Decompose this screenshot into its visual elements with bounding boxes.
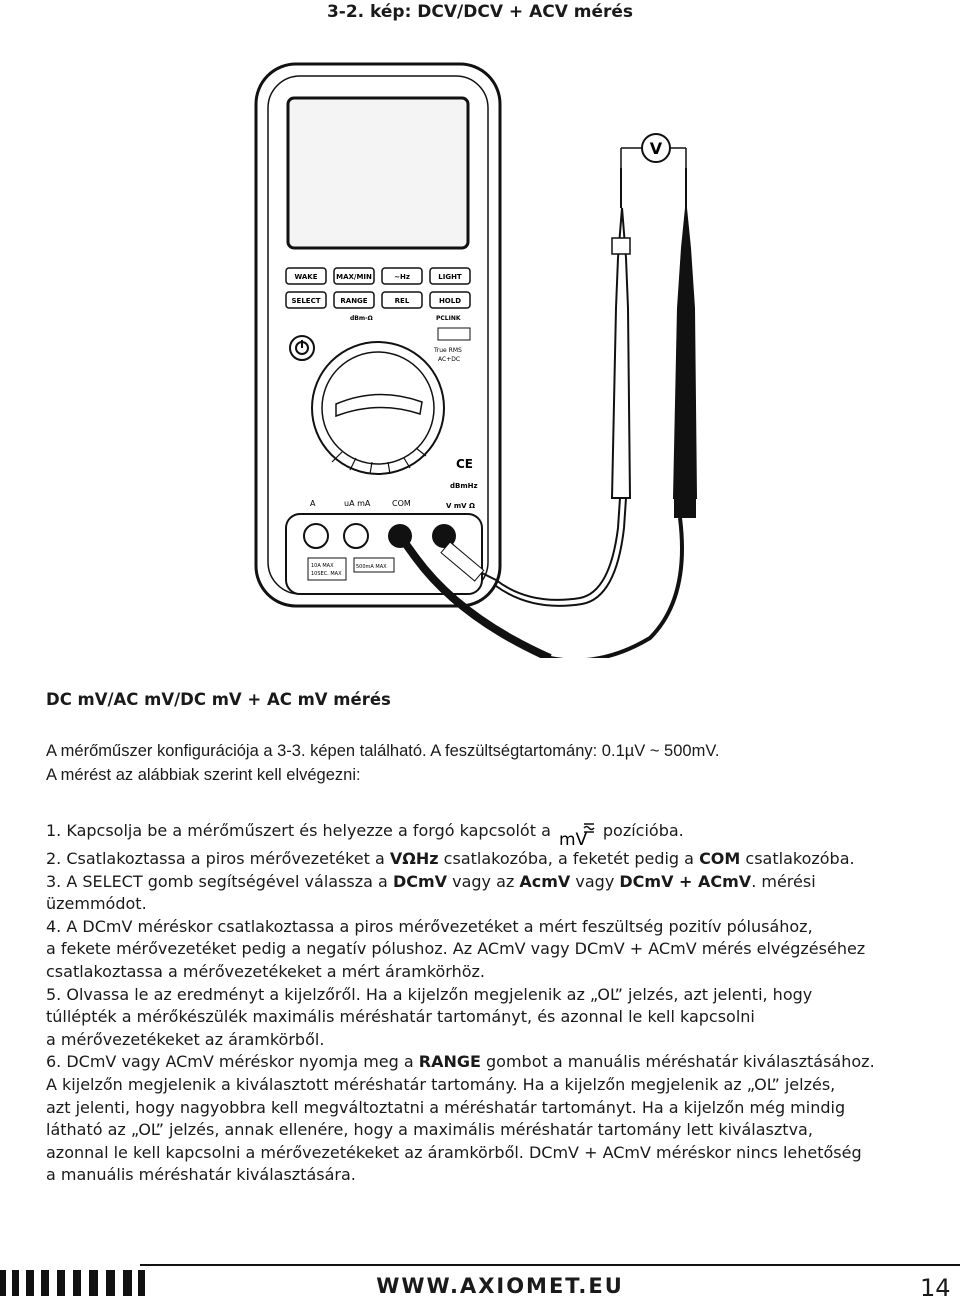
- step-6-line-4: látható az „OL” jelzés, annak ellenére, hogy a maximális méréshatár tartomány lett kiválasztva,: [46, 1120, 813, 1140]
- footer-url: WWW.AXIOMET.EU: [376, 1274, 624, 1298]
- intro-line-2: A mérést az alábbiak szerint kell elvégezni:: [46, 766, 361, 784]
- step-6-line-3: azt jelenti, hogy nagyobbra kell megváltoztatni a méréshatár tartományt. Ha a kijelzőn még mindig: [46, 1097, 846, 1117]
- btn-hold: HOLD: [438, 297, 462, 305]
- step-6-line-2: A kijelzőn megjelenik a kiválasztott méréshatár tartomány. Ha a kijelzőn megjelenik az „OL” jelzés,: [46, 1074, 836, 1094]
- step-4-line-2: a fekete mérővezetéket pedig a negatív pólushoz. Az ACmV vagy DCmV + ACmV mérés elvégzéséhez: [46, 939, 866, 959]
- footer-barcode-graphic: [0, 1270, 145, 1296]
- vmv-label: V mV Ω: [446, 502, 475, 510]
- dbm-label: dBm-Ω: [350, 315, 373, 322]
- jack-a-label: A: [310, 499, 316, 508]
- step-5-line-1: 5. Olvassa le az eredményt a kijelzőről. Ha a kijelzőn megjelenik az „OL” jelzés, azt jelenti, hogy: [46, 984, 813, 1004]
- page-number: 14: [920, 1274, 951, 1302]
- svg-text:10A MAX: 10A MAX: [311, 563, 334, 569]
- mv-dial-icon: [557, 818, 597, 848]
- jack-com-label: COM: [392, 499, 411, 508]
- btn-maxmin: MAX/MIN: [336, 273, 372, 281]
- voltmeter-symbol: [621, 134, 686, 168]
- btn-select: SELECT: [291, 297, 321, 305]
- svg-text:mV: mV: [558, 830, 588, 848]
- acdc-label: AC+DC: [438, 356, 461, 363]
- step-3: 3. A SELECT gomb segítségével válassza a DCmV vagy az AcmV vagy DCmV + ACmV. mérési: [46, 871, 816, 891]
- step-5-line-2: túllépték a mérőkészülék maximális méréshatár tartományt, és azonnal le kell kapcsolni: [46, 1007, 755, 1027]
- step-6-line-5: azonnal le kell kapcsolni a mérővezetékeket az áramkörből. DCmV + ACmV méréskor nincs lehetőség: [46, 1142, 862, 1162]
- svg-text:CE: CE: [456, 457, 474, 471]
- red-probe: [612, 148, 630, 498]
- volt-symbol: V: [649, 139, 663, 158]
- btn-wake: WAKE: [294, 273, 318, 281]
- pclink-label: PCLINK: [436, 315, 461, 322]
- svg-text:10SEC. MAX: 10SEC. MAX: [311, 571, 342, 577]
- step-2: 2. Csatlakoztassa a piros mérővezetéket a VΩHz csatlakozóba, a feketét pedig a COM csatlakozóba.: [46, 849, 855, 868]
- btn-range: RANGE: [340, 297, 368, 305]
- section-title: DC mV/AC mV/DC mV + AC mV mérés: [46, 690, 391, 709]
- dbmhz-label: dBmHz: [450, 482, 478, 490]
- step-1: 1. Kapcsolja be a mérőműszert és helyezze a forgó kapcsolót a mV pozícióba.: [46, 818, 926, 848]
- intro-line-1: A mérőműszer konfigurációja a 3-3. képen található. A feszültségtartomány: 0.1µV ~ 500mV.: [46, 742, 720, 760]
- step-3-cont: üzemmódot.: [46, 894, 147, 914]
- multimeter-illustration: [250, 58, 770, 658]
- figure-caption: 3-2. kép: DCV/DCV + ACV mérés: [326, 2, 634, 22]
- true-rms-label: True RMS: [434, 347, 462, 354]
- step-4-line-3: csatlakoztassa a mérővezetékeket a mért áramkörhöz.: [46, 961, 486, 981]
- step-6-line-6: a manuális méréshatár kiválasztására.: [46, 1165, 356, 1185]
- jack-ua-label: uA mA: [344, 499, 371, 508]
- step-6-line-1: 6. DCmV vagy ACmV méréskor nyomja meg a RANGE gombot a manuális méréshatár kiválasztásához.: [46, 1052, 875, 1072]
- btn-rel: REL: [394, 297, 410, 305]
- steps-list: [46, 818, 926, 1187]
- footer-rule: [140, 1264, 960, 1266]
- step-4-line-1: 4. A DCmV méréskor csatlakoztassa a piros mérővezetéket a mért feszültség pozitív pólusához,: [46, 916, 813, 936]
- step-5-line-3: a mérővezetékeket az áramkörből.: [46, 1029, 325, 1049]
- btn-hz: ~Hz: [394, 273, 410, 281]
- btn-light: LIGHT: [438, 273, 462, 281]
- fuse2-label: 500mA MAX: [356, 564, 387, 570]
